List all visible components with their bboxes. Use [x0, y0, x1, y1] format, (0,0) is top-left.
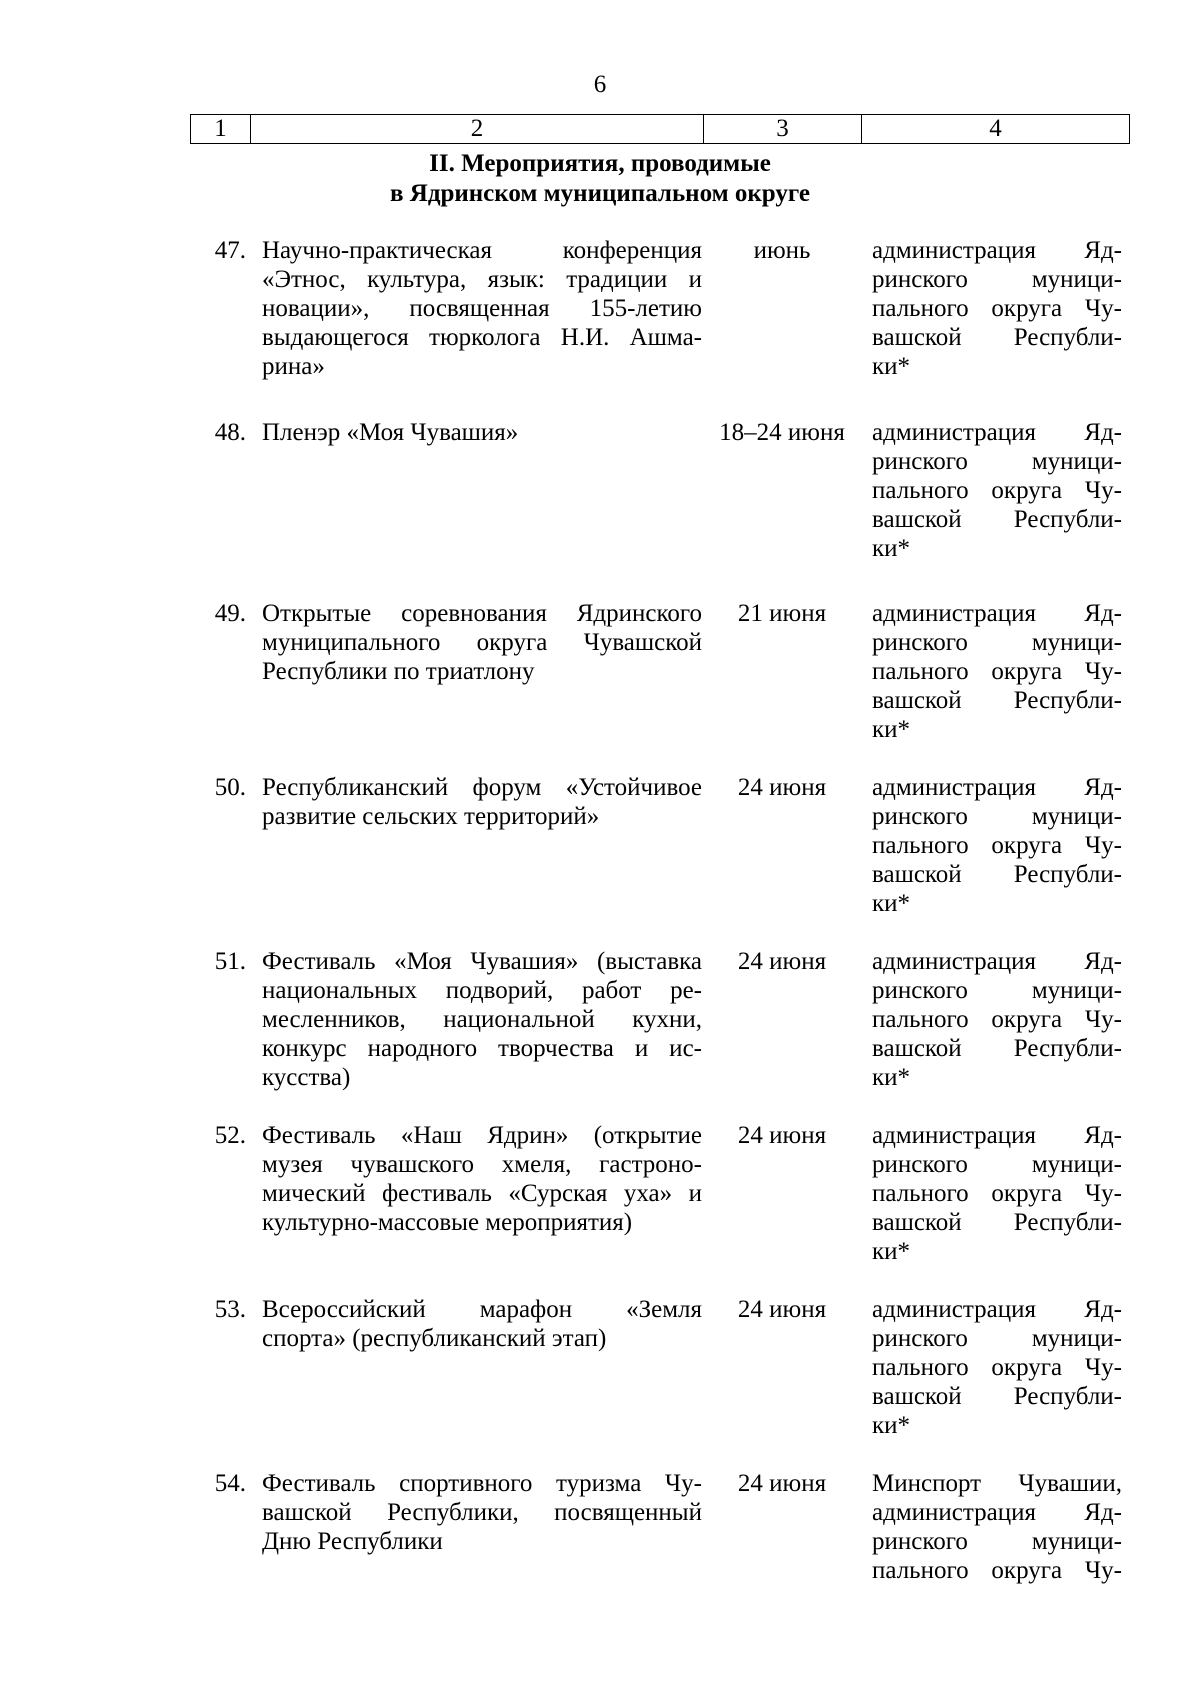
executor-line: ки*: [872, 890, 911, 917]
executor-line: пального округа Чу-: [872, 477, 1122, 504]
executor-line: ки*: [872, 1238, 911, 1265]
executor-line: ки*: [872, 1412, 911, 1439]
event-date: 24 июня: [737, 948, 827, 975]
event-date: 24 июня: [737, 1296, 827, 1323]
event-line: развитие сельских территорий»: [262, 803, 600, 830]
event-name: [262, 1469, 702, 1556]
executor: [872, 1121, 1122, 1266]
event-name: [262, 418, 702, 447]
event-name: [262, 236, 702, 381]
executor-line: пального округа Чу-: [872, 1180, 1122, 1207]
event-name: [262, 599, 702, 686]
executor-line: ки*: [872, 353, 911, 380]
executor-line: администрация Яд-: [872, 1122, 1122, 1149]
header-col-3: 3: [703, 115, 861, 143]
row-number: 54.: [214, 1470, 246, 1497]
executor-line: Минспорт Чувашии,: [872, 1470, 1122, 1497]
page-number: 6: [593, 71, 607, 98]
event-line: национальных подворий, работ ре-: [262, 977, 702, 1004]
executor-line: ки*: [872, 716, 911, 743]
executor-line: ринского муници-: [872, 448, 1122, 475]
event-name: [262, 1295, 702, 1353]
event-line: музея чувашского хмеля, гастроно-: [262, 1151, 702, 1178]
event-line: «Этнос, культура, язык: традиции и: [262, 266, 702, 293]
event-line: Фестиваль «Моя Чувашия» (выставка: [262, 948, 702, 975]
executor-line: вашской Республи-: [872, 1383, 1122, 1410]
executor-line: пального округа Чу-: [872, 1557, 1122, 1584]
event-line: Республики по триатлону: [262, 658, 535, 685]
executor: [872, 1295, 1122, 1440]
header-col-1: 1: [190, 115, 250, 143]
executor-line: администрация Яд-: [872, 419, 1122, 446]
row-number: 52.: [214, 1122, 246, 1149]
event-line: кусства): [262, 1064, 351, 1091]
executor-line: администрация Яд-: [872, 948, 1122, 975]
event-line: рина»: [262, 353, 325, 380]
event-line: культурно-массовые мероприятия): [262, 1209, 633, 1236]
executor-line: пального округа Чу-: [872, 832, 1122, 859]
executor-line: вашской Республи-: [872, 506, 1122, 533]
event-date: 18–24 июня: [719, 419, 845, 446]
executor-line: ринского муници-: [872, 1528, 1122, 1555]
executor-line: вашской Республи-: [872, 324, 1122, 351]
row-number: 53.: [214, 1296, 246, 1323]
event-line: муниципального округа Чувашской: [262, 629, 702, 656]
executor: [872, 236, 1122, 381]
header-col-2: 2: [250, 115, 703, 143]
executor-line: администрация Яд-: [872, 774, 1122, 801]
executor-line: ринского муници-: [872, 629, 1122, 656]
event-line: мический фестиваль «Сурская уха» и: [262, 1180, 702, 1207]
executor-line: ки*: [872, 1064, 911, 1091]
row-number: 47.: [214, 237, 246, 264]
executor: [872, 773, 1122, 918]
executor: [872, 947, 1122, 1092]
executor-line: вашской Республи-: [872, 1209, 1122, 1236]
executor-line: ринского муници-: [872, 266, 1122, 293]
event-line: Дню Республики: [262, 1528, 443, 1555]
executor-line: вашской Республи-: [872, 687, 1122, 714]
executor-line: пального округа Чу-: [872, 1006, 1122, 1033]
event-line: выдающегося тюрколога Н.И. Ашма-: [262, 324, 702, 351]
event-line: Пленэр «Моя Чувашия»: [262, 419, 519, 446]
executor-line: администрация Яд-: [872, 237, 1122, 264]
event-line: месленников, национальной кухни,: [262, 1006, 702, 1033]
section-title-line-1: II. Мероприятия, проводимые: [429, 150, 771, 177]
event-line: конкурс народного творчества и ис-: [262, 1035, 702, 1062]
table-header: [190, 114, 1130, 144]
row-number: 48.: [214, 419, 246, 446]
section-title-line-2: в Ядринском муниципальном округе: [390, 180, 810, 207]
executor-line: администрация Яд-: [872, 1499, 1122, 1526]
executor-line: ринского муници-: [872, 977, 1122, 1004]
executor-line: администрация Яд-: [872, 1296, 1122, 1323]
event-line: новации», посвященная 155-летию: [262, 295, 702, 322]
event-line: вашской Республики, посвященный: [262, 1499, 702, 1526]
event-date: 24 июня: [737, 1122, 827, 1149]
header-col-4: 4: [861, 115, 1130, 143]
event-line: спорта» (республиканский этап): [262, 1325, 607, 1352]
executor-line: администрация Яд-: [872, 600, 1122, 627]
event-name: [262, 773, 702, 831]
event-date: июнь: [753, 237, 811, 264]
section-title: [0, 149, 1200, 209]
event-name: [262, 1121, 702, 1237]
executor-line: вашской Республи-: [872, 1035, 1122, 1062]
executor: [872, 599, 1122, 744]
event-line: Республиканский форум «Устойчивое: [262, 774, 702, 801]
event-line: Фестиваль «Наш Ядрин» (открытие: [262, 1122, 702, 1149]
executor-line: ринского муници-: [872, 803, 1122, 830]
executor-line: вашской Республи-: [872, 861, 1122, 888]
event-date: 24 июня: [737, 1470, 827, 1497]
executor-line: ки*: [872, 535, 911, 562]
event-date: 21 июня: [737, 600, 827, 627]
executor-line: ринского муници-: [872, 1325, 1122, 1352]
executor-line: ринского муници-: [872, 1151, 1122, 1178]
executor-line: пального округа Чу-: [872, 1354, 1122, 1381]
row-number: 49.: [214, 600, 246, 627]
event-date: 24 июня: [737, 774, 827, 801]
executor: [872, 418, 1122, 563]
event-name: [262, 947, 702, 1092]
executor-line: пального округа Чу-: [872, 295, 1122, 322]
row-number: 50.: [214, 774, 246, 801]
executor-line: пального округа Чу-: [872, 658, 1122, 685]
event-line: Всероссийский марафон «Земля: [262, 1296, 702, 1323]
executor: [872, 1469, 1122, 1585]
event-line: Научно-практическая конференция: [262, 237, 702, 264]
event-line: Открытые соревнования Ядринского: [262, 600, 702, 627]
row-number: 51.: [214, 948, 246, 975]
event-line: Фестиваль спортивного туризма Чу-: [262, 1470, 702, 1497]
